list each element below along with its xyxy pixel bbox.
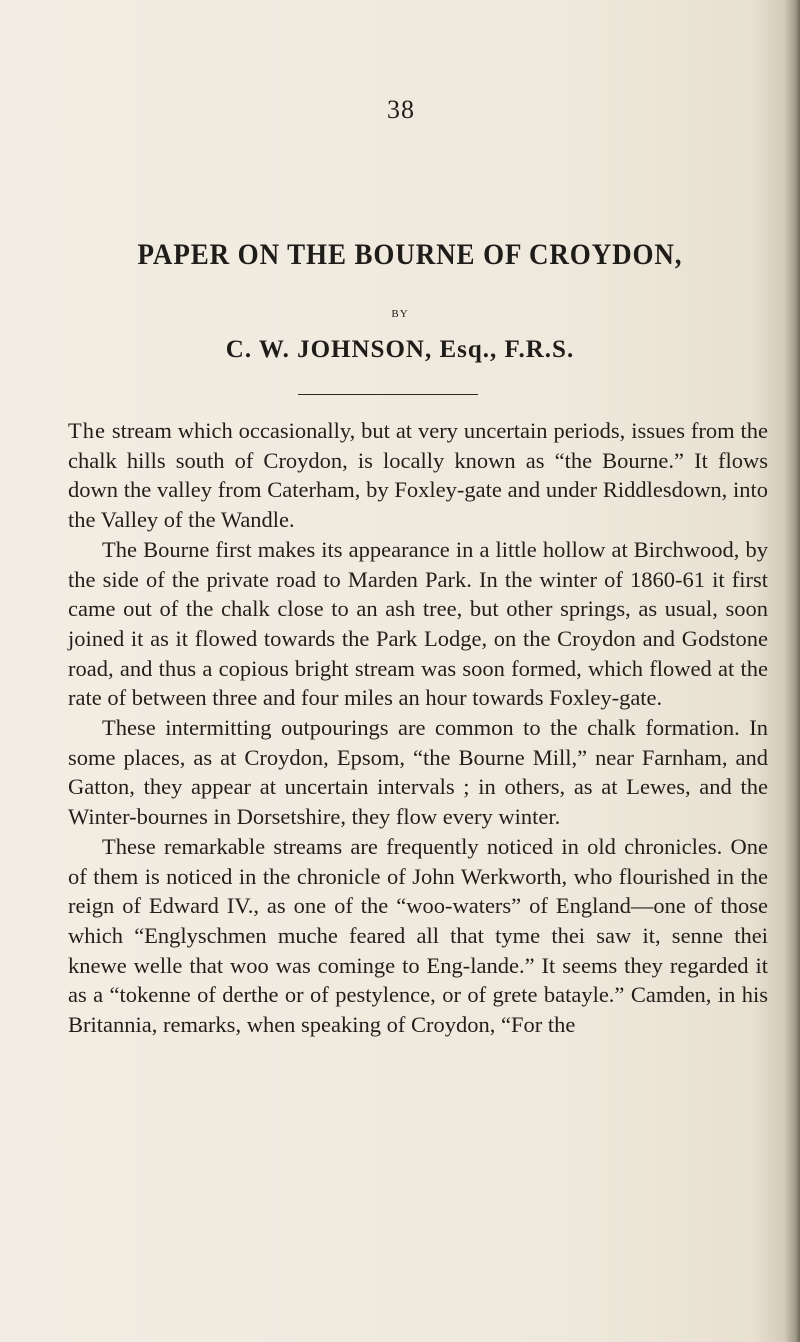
page-number: 38 [387, 95, 415, 124]
page-edge-shadow [784, 0, 800, 1342]
article-title: PAPER ON THE BOURNE OF CROYDON, [137, 238, 683, 271]
paragraph-1-text: stream which occasionally, but at very uncertain periods, issues from the chalk hills south of Croydon, is locally known as “the Bourne.” It flows down the valley from Caterham, by Foxley-gate and under Riddlesdown, into the Valley of the Wandle. [68, 418, 768, 533]
paragraph-2: The Bourne first makes its appearance in a little hollow at Birchwood, by the side of the private road to Marden Park. In the winter of 1860-61 it first came out of the chalk close to an ash tree, but other springs, as usual, soon joined it as it flowed towards the Park Lodge, on the Croydon and Godstone road, and thus a copious bright stream was soon formed, which flowed at the rate of between three and four miles an hour towards Foxley-gate. [68, 536, 768, 711]
author-name: C. W. JOHNSON, Esq., F.R.S. [225, 336, 575, 363]
paragraph-1 [68, 416, 768, 535]
paragraph-1-lead: The [68, 418, 106, 443]
title-divider [298, 394, 478, 395]
paragraph-4: These remarkable streams are frequently noticed in old chronicles. One of them is noticed in the chronicle of John Werkworth, who flourished in the reign of Edward IV., as one of the “woo-waters” of England—one of those which “Englyschmen muche feared all that tyme thei saw it, senne thei knewe welle that woo was cominge to Eng-lande.” It seems they regarded it as a “tokenne of derthe or of pestylence, or of grete batayle.” Camden, in his Britannia, remarks, when speaking of Croydon, “For the [68, 833, 768, 1038]
article-body [68, 416, 768, 1040]
paragraph-3: These intermitting outpourings are common to the chalk formation. In some places, as at Croydon, Epsom, “the Bourne Mill,” near Farnham, and Gatton, they appear at uncertain intervals ; in others, as at Lewes, and the Winter-bournes in Dorsetshire, they flow every winter. [68, 715, 768, 830]
byline: BY [391, 308, 409, 320]
